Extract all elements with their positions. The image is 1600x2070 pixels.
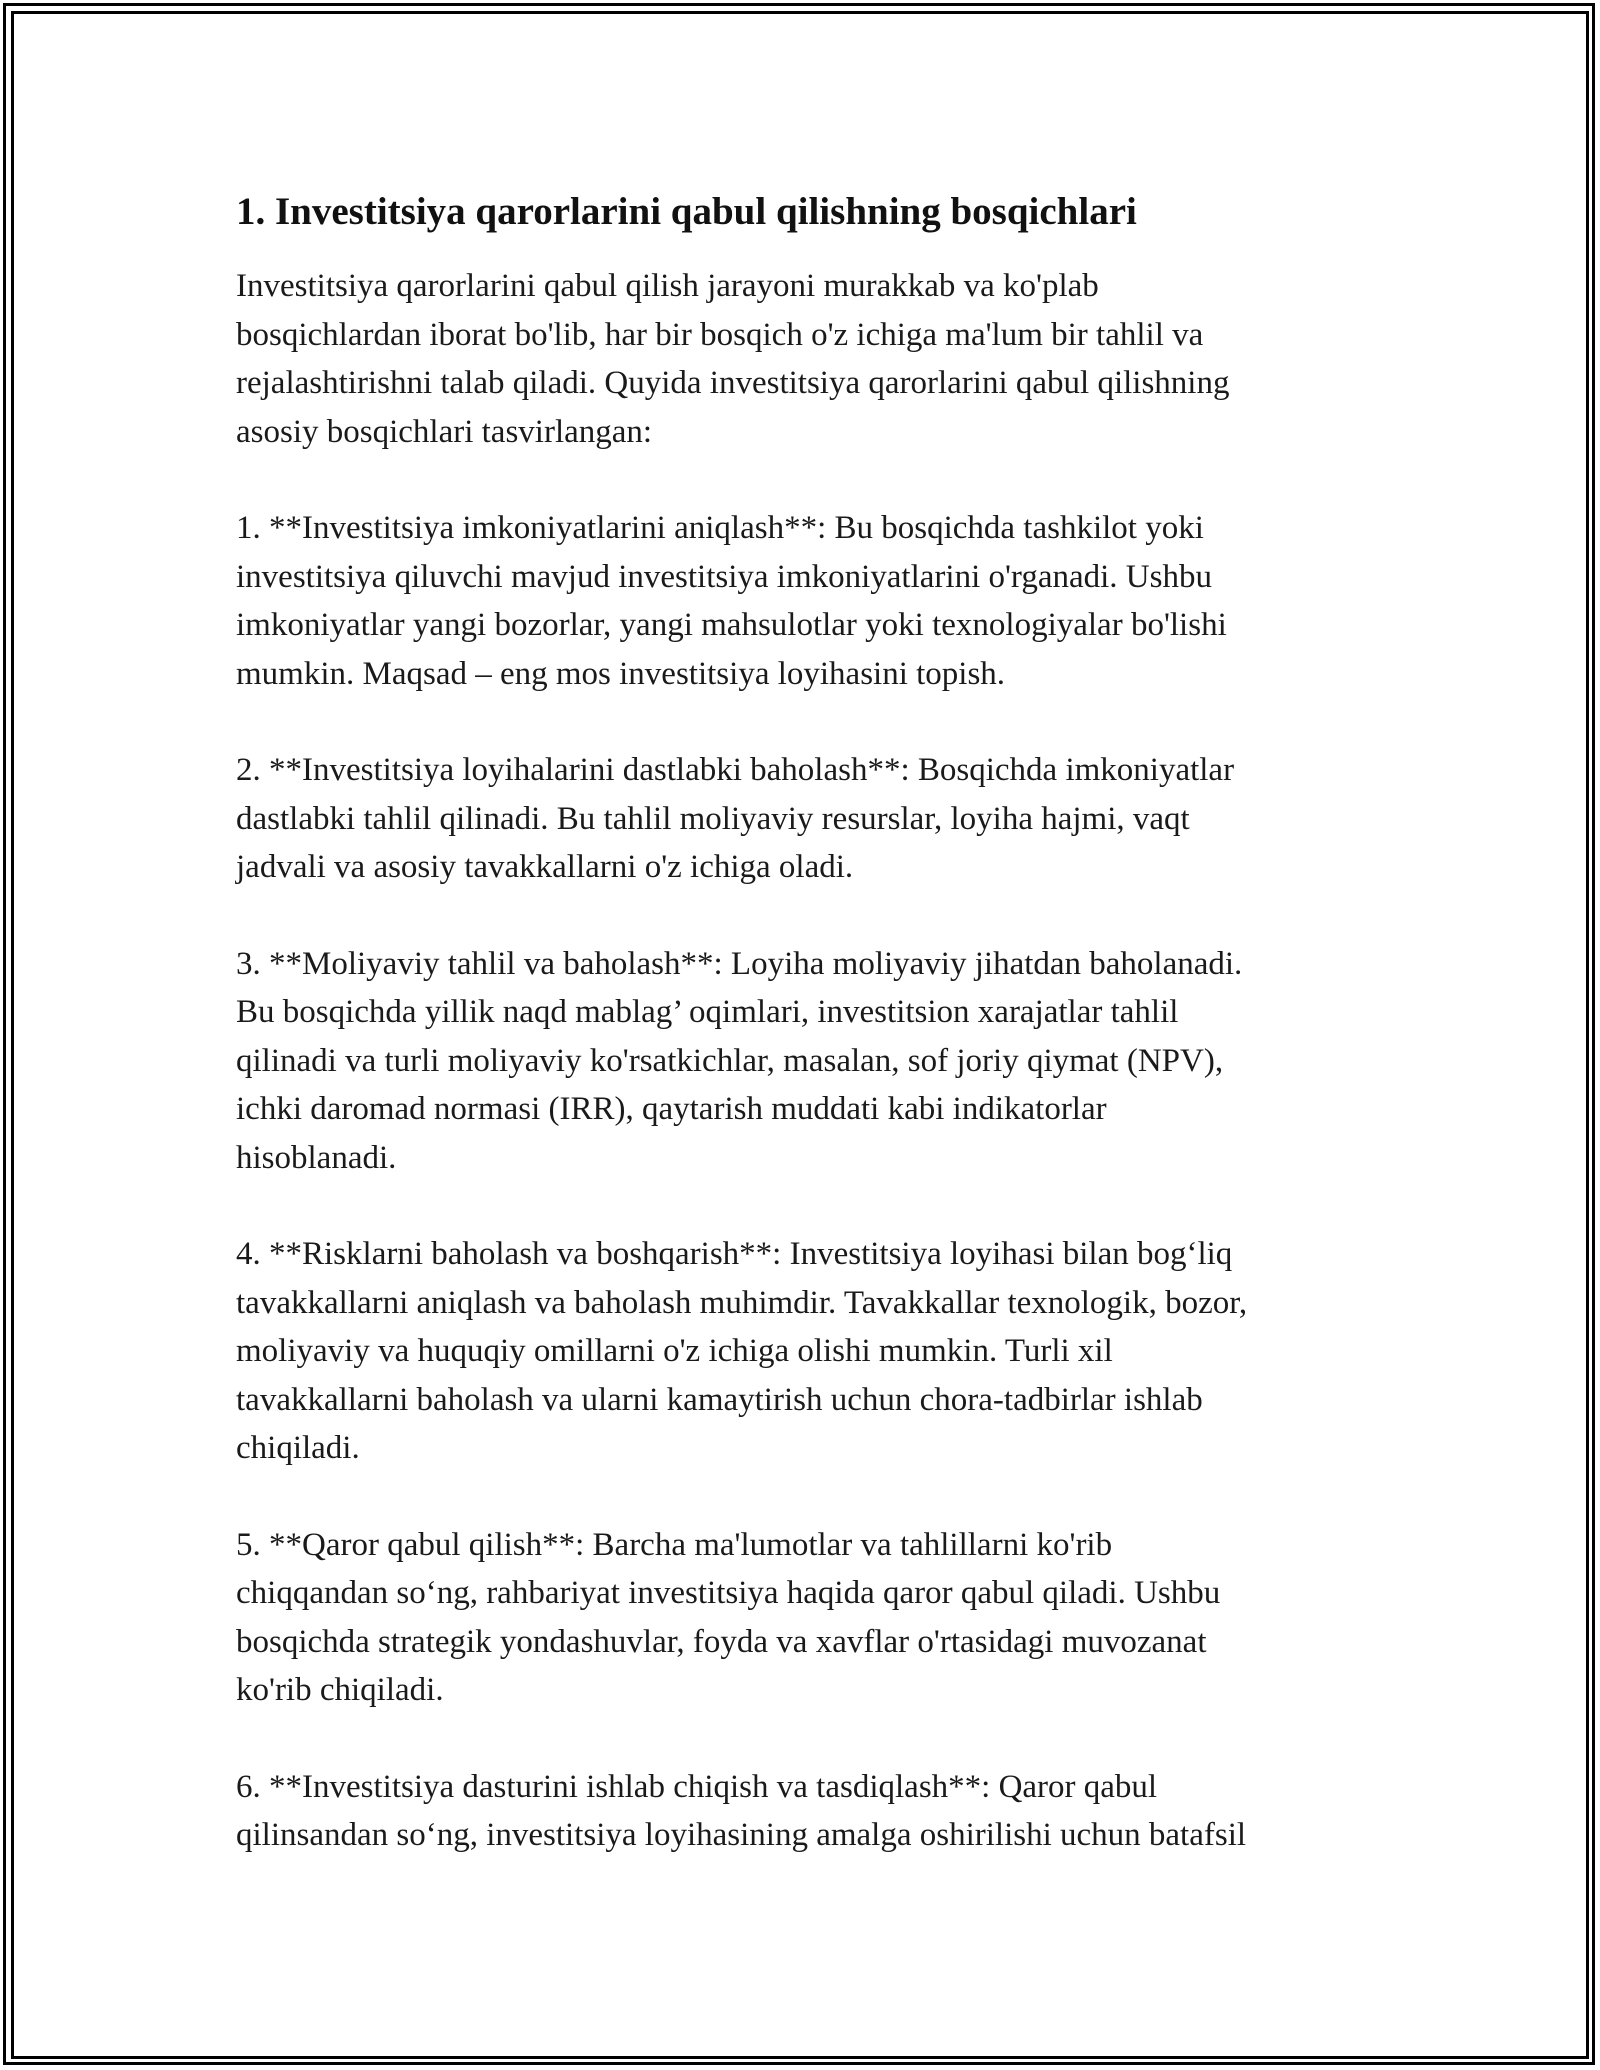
intro-paragraph: Investitsiya qarorlarini qabul qilish jarayoni murakkab va ko'plab bosqichlardan iborat bo'lib, har bir bosqich o'z ichiga ma'lum bir tahlil va rejalashtirishni talab qiladi. Quyida investitsiya qarorlarini qabul qilishning asosiy bosqichlari tasvirlangan: [236, 268, 1230, 450]
document-page [236, 186, 1376, 1908]
step-5-paragraph: 5. **Qaror qabul qilish**: Barcha ma'lumotlar va tahlillarni ko'rib chiqqandan so‘ng, rahbariyat investitsiya haqida qaror qabul qiladi. Ushbu bosqichda strategik yondashuvlar, foyda va xavflar o'rtasidagi muvozanat ko'rib chiqiladi. [236, 1526, 1221, 1708]
step-1-paragraph: 1. **Investitsiya imkoniyatlarini aniqlash**: Bu bosqichda tashkilot yoki investitsiya qiluvchi mavjud investitsiya imkoniyatlarini o'rganadi. Ushbu imkoniyatlar yangi bozorlar, yangi mahsulotlar yoki texnologiyalar bo'lishi mumkin. Maqsad – eng mos investitsiya loyihasini topish. [236, 510, 1227, 692]
step-3-paragraph: 3. **Moliyaviy tahlil va baholash**: Loyiha moliyaviy jihatdan baholanadi. Bu bosqichda yillik naqd mablag’ oqimlari, investitsion xarajatlar tahlil qilinadi va turli moliyaviy ko'rsatkichlar, masalan, sof joriy qiymat (NPV), ichki daromad normasi (IRR), qaytarish muddati kabi indikatorlar hisoblanadi. [236, 945, 1243, 1176]
step-4-paragraph: 4. **Risklarni baholash va boshqarish**: Investitsiya loyihasi bilan bog‘liq tavakkallarni aniqlash va baholash muhimdir. Tavakkallar texnologik, bozor, moliyaviy va huquqiy omillarni o'z ichiga olishi mumkin. Turli xil tavakkallarni baholash va ularni kamaytirish uchun chora-tadbirlar ishlab chiqiladi. [236, 1236, 1248, 1466]
document-title: 1. Investitsiya qarorlarini qabul qilishning bosqichlari [236, 190, 1137, 233]
step-6-paragraph: 6. **Investitsiya dasturini ishlab chiqish va tasdiqlash**: Qaror qabul qilinsandan so‘ng, investitsiya loyihasining amalga oshirilishi uchun batafsil [236, 1768, 1247, 1853]
step-2-paragraph: 2. **Investitsiya loyihalarini dastlabki baholash**: Bosqichda imkoniyatlar dastlabki tahlil qilinadi. Bu tahlil moliyaviy resurslar, loyiha hajmi, vaqt jadvali va asosiy tavakkallarni o'z ichiga oladi. [236, 752, 1235, 885]
